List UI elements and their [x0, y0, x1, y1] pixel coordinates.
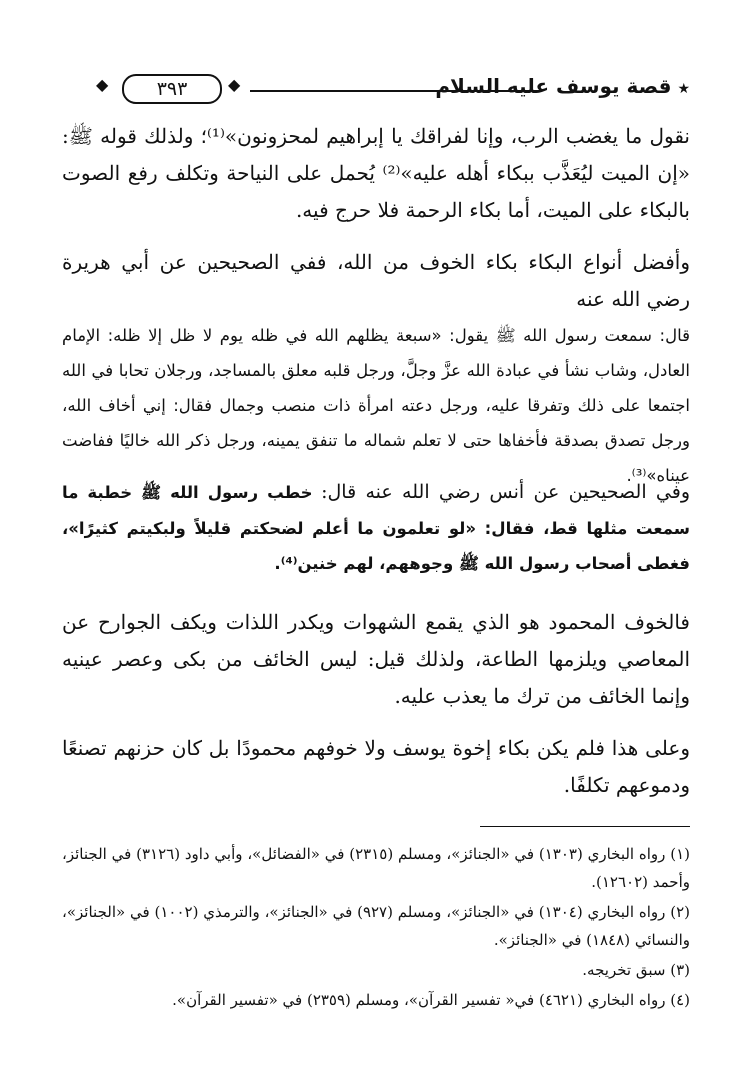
footnote-4: (٤) رواه البخاري (٤٦٢١) في« تفسير القرآن»، ومسلم (٢٣٥٩) في «تفسير القرآن». — [172, 991, 690, 1009]
chapter-title-text: قصة يوسف عليه السلام — [435, 74, 672, 98]
footnote-1: (١) رواه البخاري (١٣٠٣) في «الجنائز»، ومسلم (٢٣١٥) في «الفضائل»، وأبي داود (٣١٢٦) في الجنائز، وأحمد (١٢٦٠٢). — [62, 845, 690, 891]
paragraph-intro: وفي الصحيحين عن أنس رضي الله عنه قال: — [321, 481, 691, 503]
header-rule — [250, 90, 540, 92]
page-number: ٣٩٣ — [122, 74, 222, 104]
chapter-title — [435, 74, 690, 98]
paragraph-3 — [62, 474, 690, 581]
paragraph-2 — [62, 244, 690, 493]
paragraph-4 — [62, 604, 690, 715]
footnotes — [62, 840, 690, 1016]
hadith-quote: قال: سمعت رسول الله ﷺ يقول: «سبعة يظلهم الله في ظله يوم لا ظل إلا ظله: الإمام العادل، وشاب نشأ في عبادة الله عزَّ وجلَّ، ورجل قلبه معلق بالمساجد، ورجلان تحابا في الله اجتمعا على ذلك وتفرقا عليه، ورجل دعته امرأة ذات منصب وجمال فقال: إني أخاف الله، ورجل تصدق بصدقة فأخفاها حتى لا تعلم شماله ما تنفق يمينه، ورجل ذكر الله خاليًا ففاضت عيناه»⁽³⁾. — [62, 326, 690, 485]
page-number-frame — [92, 72, 252, 104]
paragraph-text: نقول ما يغضب الرب، وإنا لفراقك يا إبراهيم لمحزونون»⁽¹⁾؛ ولذلك قوله ﷺ: «إن الميت ليُعَذَّب ببكاء أهله عليه»⁽²⁾ يُحمل على النياحة وتكلف رفع الصوت بالبكاء على الميت، أما بكاء الرحمة فلا حرج فيه. — [62, 124, 691, 222]
footnote-3: (٣) سبق تخريجه. — [582, 961, 690, 979]
paragraph-1 — [62, 118, 690, 229]
hadith-block — [62, 474, 690, 581]
hadith-quote: خطب رسول الله ﷺ خطبة ما سمعت مثلها قط، فقال: «لو تعلمون ما أعلم لضحكتم قليلاً ولبكيتم كثيرًا»، فغطى أصحاب رسول الله ﷺ وجوههم، لهم خنين⁽⁴⁾. — [62, 483, 690, 573]
running-header — [90, 72, 690, 108]
paragraph-5 — [62, 730, 690, 804]
star-icon: ★ — [677, 81, 690, 97]
diamond-ornament-icon: ◆ — [96, 75, 109, 94]
footnote-2: (٢) رواه البخاري (١٣٠٤) في «الجنائز»، ومسلم (٩٢٧) في «الجنائز»، والترمذي (١٠٠٢) في «الجنائز»، والنسائي (١٨٤٨) في «الجنائز». — [62, 903, 690, 949]
paragraph-text: فالخوف المحمود هو الذي يقمع الشهوات ويكدر اللذات ويكف الجوارح عن المعاصي ويلزمها الطاعة، ولذلك قيل: ليس الخائف من بكى وعصر عينيه وإنما الخائف من ترك ما يعذب عليه. — [62, 610, 690, 708]
footnote-separator — [480, 826, 690, 827]
paragraph-text: وأفضل أنواع البكاء بكاء الخوف من الله، ففي الصحيحين عن أبي هريرة رضي الله عنه — [62, 250, 690, 311]
paragraph-text: وعلى هذا فلم يكن بكاء إخوة يوسف ولا خوفهم محمودًا بل كان حزنهم تصنعًا ودموعهم تكلفًا. — [62, 736, 690, 797]
diamond-ornament-icon: ◆ — [228, 75, 241, 94]
